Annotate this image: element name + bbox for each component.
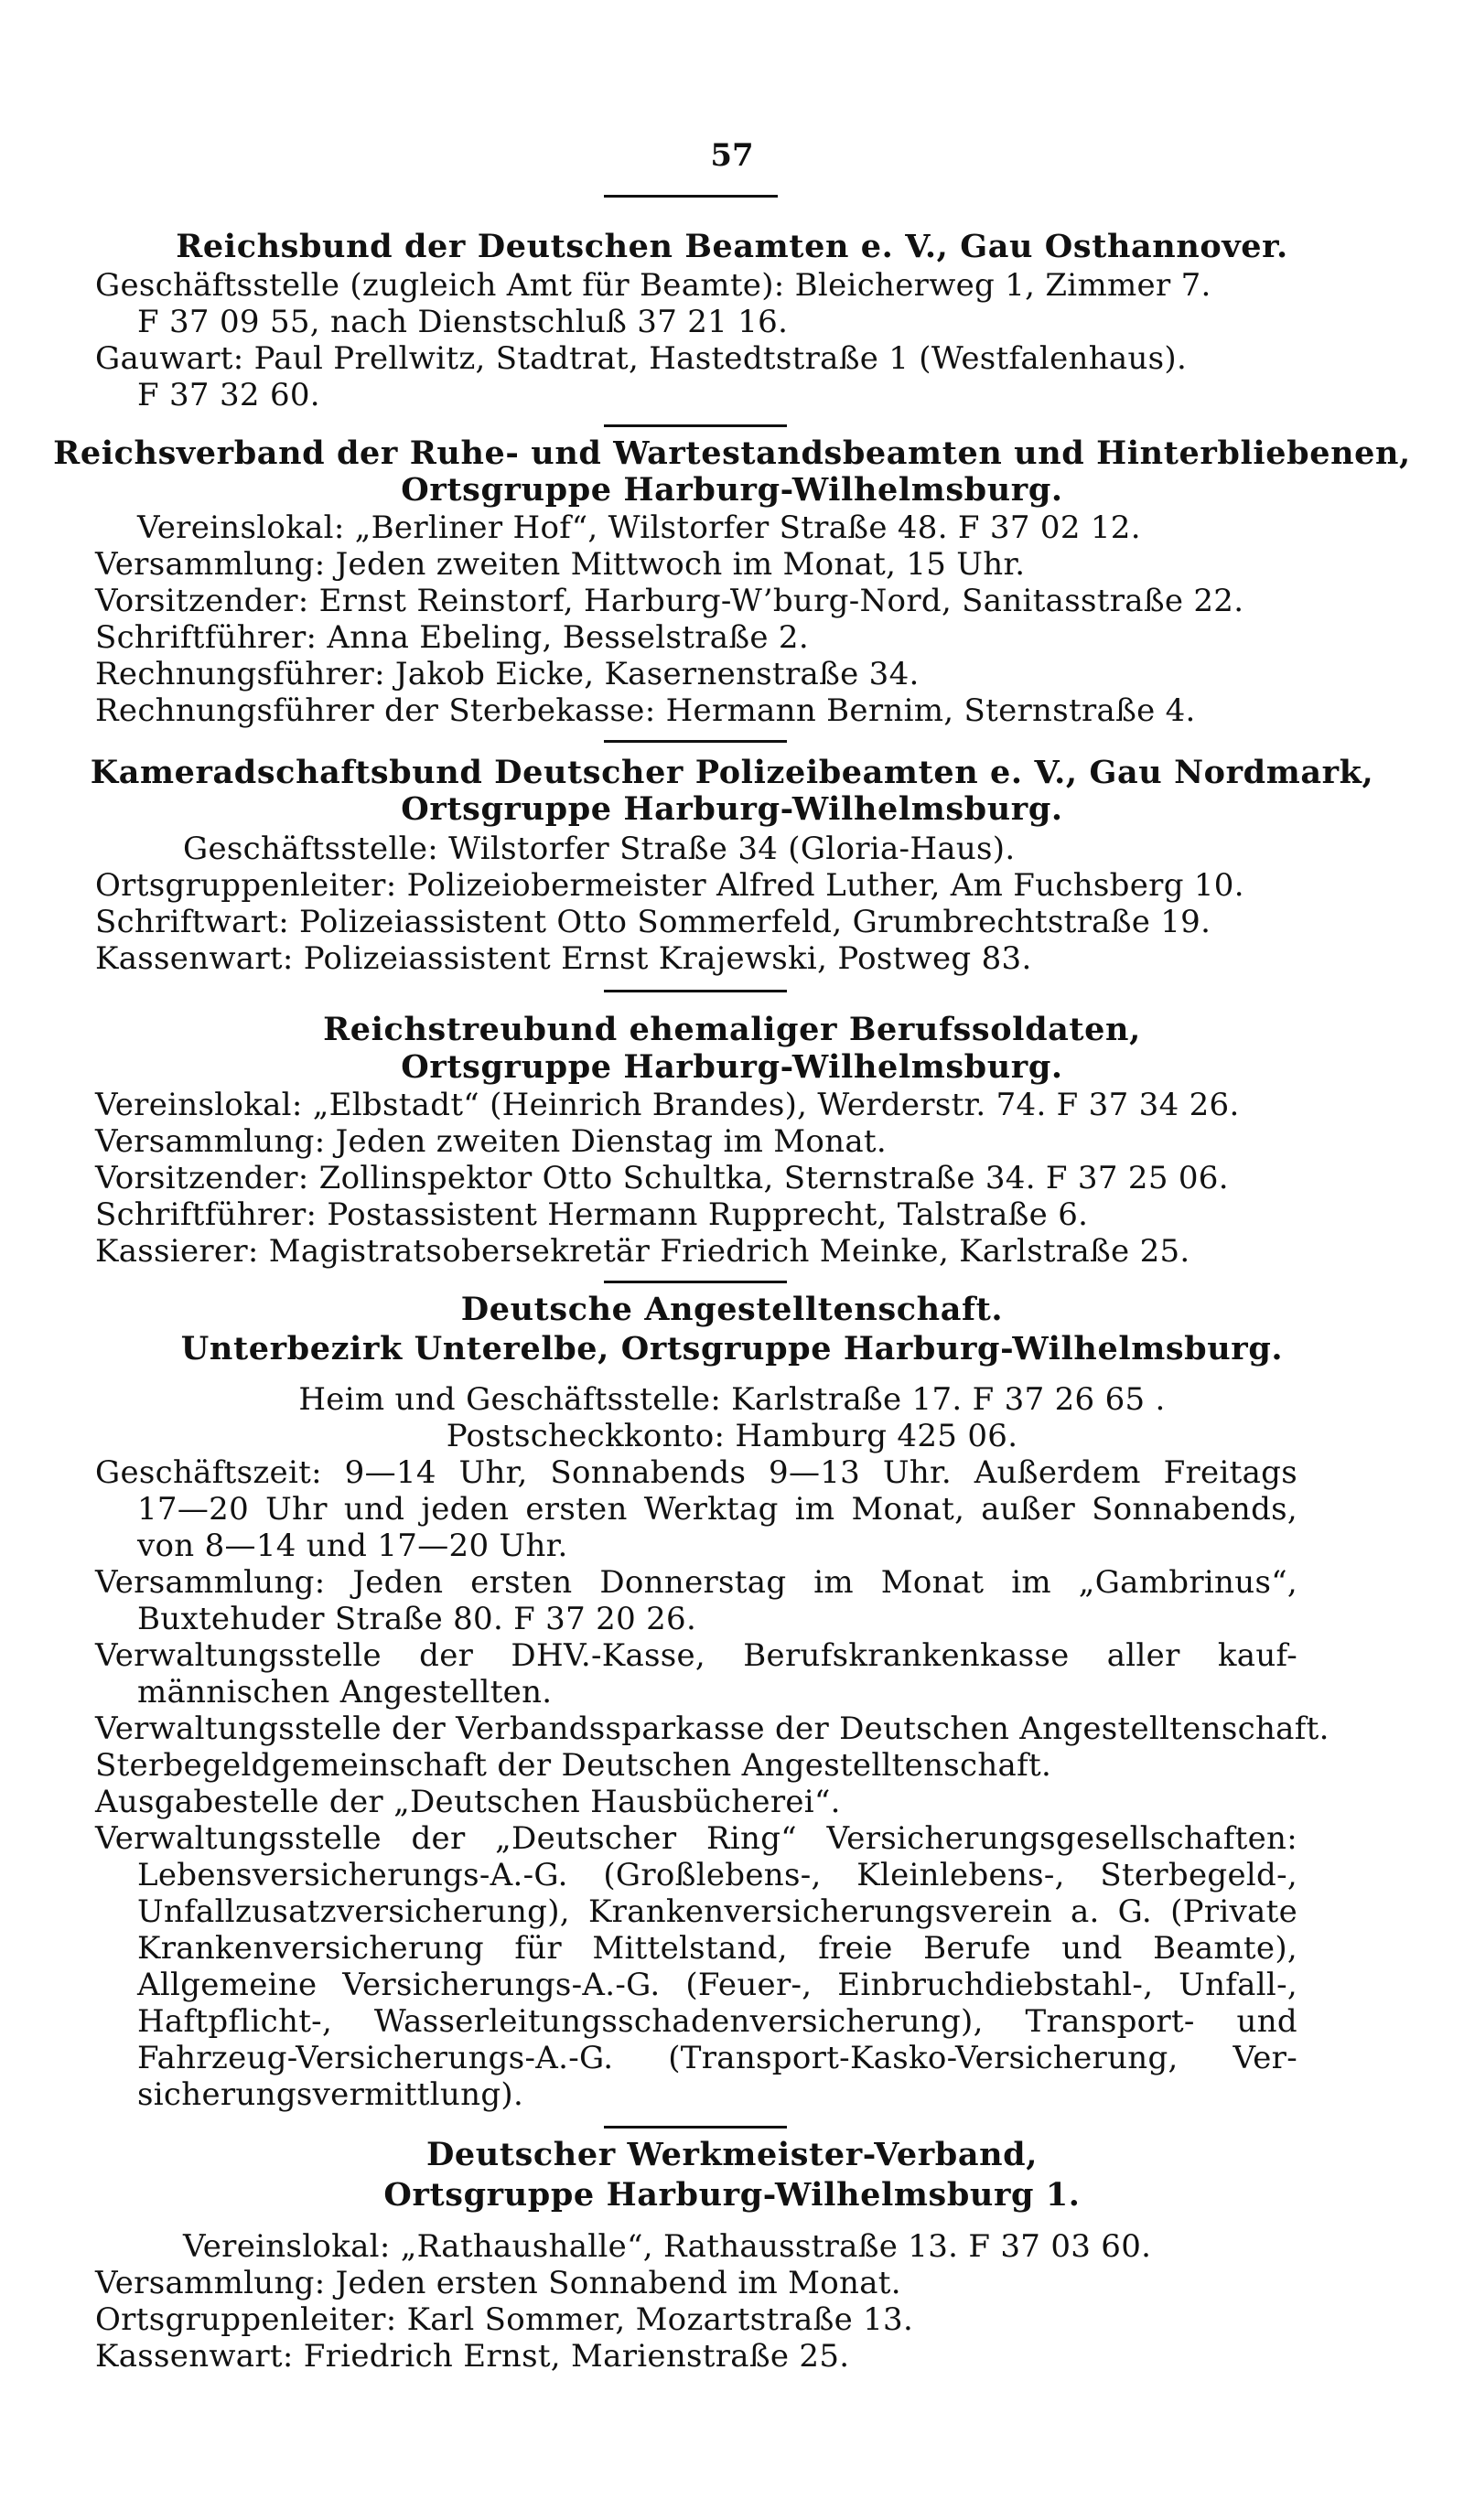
entry-line: Krankenversicherung für Mittelstand, freie Berufe und Beamte),	[137, 1930, 1297, 1967]
section-title: Reichstreubund ehemaliger Berufssoldaten,	[323, 1011, 1141, 1048]
entry-line: Rechnungsführer der Sterbekasse: Hermann Bernim, Sternstraße 4.	[95, 692, 1196, 729]
entry-line: F 37 09 55, nach Dienstschluß 37 21 16.	[137, 304, 789, 340]
section-subtitle: Ortsgruppe Harburg-Wilhelmsburg.	[401, 471, 1063, 509]
entry-line: Buxtehuder Straße 80. F 37 20 26.	[137, 1601, 697, 1637]
entry-line: Kassierer: Magistratsobersekretär Friedrich Meinke, Karlstraße 25.	[95, 1233, 1190, 1270]
centered-line: Postscheckkonto: Hamburg 425 06.	[446, 1418, 1018, 1454]
section-subtitle: Unterbezirk Unterelbe, Ortsgruppe Harburg-Wilhelmsburg.	[180, 1330, 1284, 1367]
section-title: Reichsverband der Ruhe- und Wartestandsbeamten und Hinterbliebenen,	[53, 434, 1411, 472]
entry-line: Vereinslokal: „Rathaushalle“, Rathausstraße 13. F 37 03 60.	[183, 2228, 1152, 2265]
entry-line: männischen Angestellten.	[137, 1674, 553, 1710]
section-title: Reichsbund der Deutschen Beamten e. V., Gau Osthannover.	[176, 228, 1288, 265]
entry-line: Ortsgruppenleiter: Polizeiobermeister Alfred Luther, Am Fuchsberg 10.	[95, 867, 1244, 904]
entry-line: von 8—14 und 17—20 Uhr.	[137, 1528, 568, 1564]
entry-line: Vereinslokal: „Elbstadt“ (Heinrich Brandes), Werderstr. 74. F 37 34 26.	[95, 1087, 1240, 1123]
entry-line: Haftpflicht-, Wasserleitungsschadenversicherung), Transport- und	[137, 2003, 1297, 2040]
page-number-rule	[604, 195, 778, 198]
entry-line: Ausgabestelle der „Deutschen Hausbücherei“.	[95, 1784, 841, 1820]
entry-line: Rechnungsführer: Jakob Eicke, Kasernenstraße 34.	[95, 656, 920, 692]
entry-line: Kassenwart: Friedrich Ernst, Marienstraße 25.	[95, 2338, 850, 2375]
entry-line: Versammlung: Jeden ersten Sonnabend im Monat.	[95, 2265, 901, 2301]
entry-line: Versammlung: Jeden zweiten Dienstag im Monat.	[95, 1123, 887, 1160]
section-divider	[604, 740, 787, 743]
page-number: 57	[710, 137, 754, 174]
entry-line: Lebensversicherungs-A.-G. (Großlebens-, Kleinlebens-, Sterbegeld-,	[137, 1857, 1297, 1893]
entry-line: Kassenwart: Polizeiassistent Ernst Krajewski, Postweg 83.	[95, 940, 1032, 977]
entry-line: Schriftwart: Polizeiassistent Otto Sommerfeld, Grumbrechtstraße 19.	[95, 904, 1211, 940]
entry-line: Vorsitzender: Ernst Reinstorf, Harburg-W’burg-Nord, Sanitasstraße 22.	[95, 583, 1244, 619]
section-subtitle: Ortsgruppe Harburg-Wilhelmsburg.	[401, 790, 1063, 828]
entry-line: Geschäftsstelle (zugleich Amt für Beamte): Bleicherweg 1, Zimmer 7.	[95, 267, 1211, 304]
entry-line: sicherungsvermittlung).	[137, 2076, 524, 2113]
section-divider	[604, 424, 787, 427]
section-subtitle: Ortsgruppe Harburg-Wilhelmsburg 1.	[383, 2176, 1081, 2214]
section-divider	[604, 1281, 787, 1283]
centered-line: Heim und Geschäftsstelle: Karlstraße 17. F 37 26 65 .	[298, 1381, 1166, 1418]
entry-line: F 37 32 60.	[137, 377, 320, 413]
entry-line: 17—20 Uhr und jeden ersten Werktag im Monat, außer Sonnabends,	[137, 1491, 1297, 1528]
entry-line: Geschäftszeit: 9—14 Uhr, Sonnabends 9—13 Uhr. Außerdem Freitags	[95, 1454, 1297, 1491]
entry-line: Schriftführer: Postassistent Hermann Rupprecht, Talstraße 6.	[95, 1196, 1089, 1233]
entry-line: Fahrzeug-Versicherungs-A.-G. (Transport-Kasko-Versicherung, Ver-	[137, 2040, 1297, 2076]
entry-line: Verwaltungsstelle der DHV.-Kasse, Berufskrankenkasse aller kauf-	[95, 1637, 1297, 1674]
entry-line: Sterbegeldgemeinschaft der Deutschen Angestelltenschaft.	[95, 1747, 1052, 1784]
entry-line: Allgemeine Versicherungs-A.-G. (Feuer-, Einbruchdiebstahl-, Unfall-,	[137, 1967, 1297, 2003]
section-title: Deutsche Angestelltenschaft.	[460, 1291, 1004, 1328]
entry-line: Verwaltungsstelle der „Deutscher Ring“ Versicherungsgesellschaften:	[95, 1820, 1297, 1857]
section-title: Deutscher Werkmeister-Verband,	[425, 2136, 1039, 2173]
entry-line: Vorsitzender: Zollinspektor Otto Schultka, Sternstraße 34. F 37 25 06.	[95, 1160, 1229, 1196]
entry-line: Ortsgruppenleiter: Karl Sommer, Mozartstraße 13.	[95, 2301, 914, 2338]
section-divider	[604, 2126, 787, 2129]
section-title: Kameradschaftsbund Deutscher Polizeibeamten e. V., Gau Nordmark,	[90, 754, 1374, 791]
entry-line: Vereinslokal: „Berliner Hof“, Wilstorfer Straße 48. F 37 02 12.	[137, 509, 1141, 546]
section-divider	[604, 990, 787, 992]
section-subtitle: Ortsgruppe Harburg-Wilhelmsburg.	[401, 1048, 1063, 1086]
entry-line: Verwaltungsstelle der Verbandssparkasse der Deutschen Angestelltenschaft.	[95, 1710, 1329, 1747]
entry-line: Schriftführer: Anna Ebeling, Besselstraße 2.	[95, 619, 809, 656]
entry-line: Versammlung: Jeden ersten Donnerstag im Monat im „Gambrinus“,	[95, 1564, 1297, 1601]
entry-line: Geschäftsstelle: Wilstorfer Straße 34 (Gloria-Haus).	[183, 831, 1016, 867]
entry-line: Versammlung: Jeden zweiten Mittwoch im Monat, 15 Uhr.	[95, 546, 1026, 583]
entry-line: Unfallzusatzversicherung), Krankenversicherungsverein a. G. (Private	[137, 1893, 1297, 1930]
entry-line: Gauwart: Paul Prellwitz, Stadtrat, Hastedtstraße 1 (Westfalenhaus).	[95, 340, 1188, 377]
